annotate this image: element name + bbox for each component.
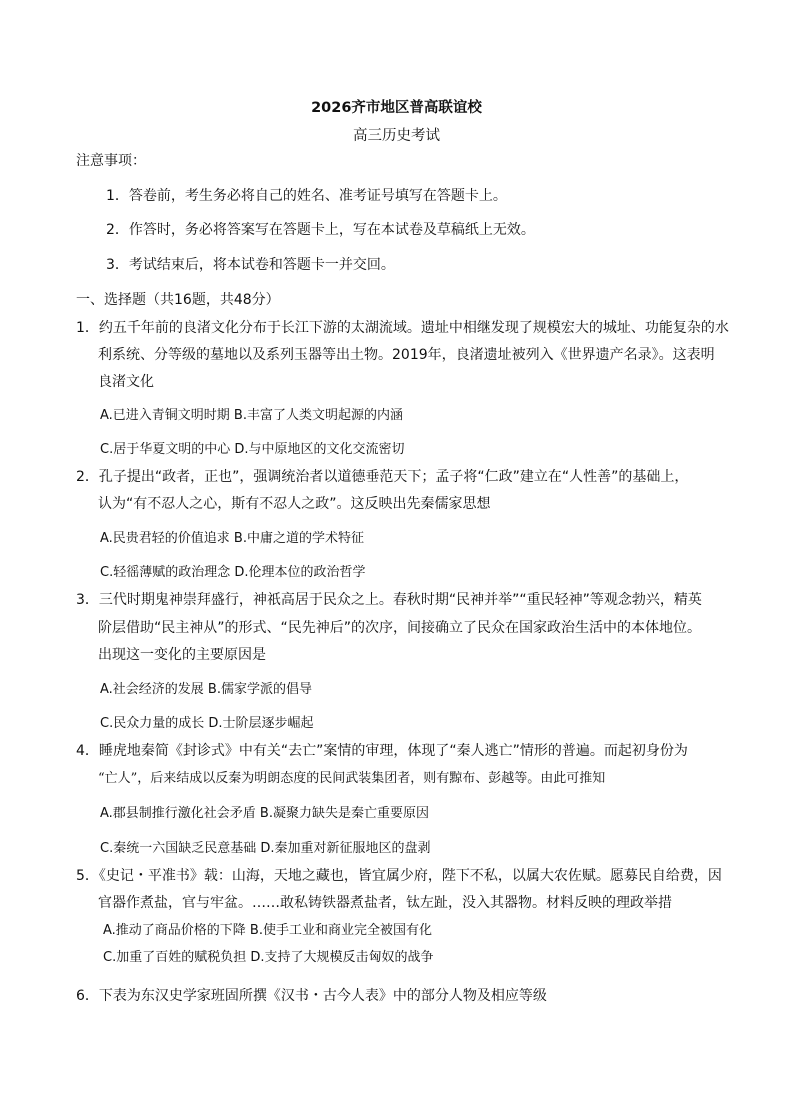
exam-title: 2026齐市地区普高联谊校 bbox=[311, 100, 482, 116]
question-4-options: A.郡县制推行激化社会矛盾 B.凝聚力缺失是秦亡重要原因 bbox=[100, 806, 429, 821]
question-4-line: 4．睡虎地秦简《封诊式》中有关“去亡”案情的审理，体现了“秦人逃亡”情形的普遍。而起初身份为 bbox=[76, 743, 688, 759]
question-6-line: 6．下表为东汉史学家班固所撰《汉书・古今人表》中的部分人物及相应等级 bbox=[76, 988, 547, 1004]
question-3-line: 出现这一变化的主要原因是 bbox=[98, 647, 266, 663]
question-1-options: C.居于华夏文明的中心 D.与中原地区的文化交流密切 bbox=[100, 442, 405, 457]
question-3-line: 3．三代时期鬼神崇拜盛行，神祇高居于民众之上。春秋时期“民神并举”“重民轻神”等观念勃兴，精英 bbox=[76, 592, 702, 608]
question-5-options: A.推动了商品价格的下降 B.使手工业和商业完全被国有化 bbox=[103, 923, 432, 938]
question-1-line: 1．约五千年前的良渚文化分布于长江下游的太湖流域。遗址中相继发现了规模宏大的城址、功能复杂的水 bbox=[76, 320, 729, 336]
notice-item: 2．作答时，务必将答案写在答题卡上，写在本试卷及草稿纸上无效。 bbox=[106, 222, 535, 238]
question-2-options: A.民贵君轻的价值追求 B.中庸之道的学术特征 bbox=[100, 531, 364, 546]
question-5-line: 5．《史记・平准书》载：山海，天地之藏也，皆宜属少府，陛下不私，以属大农佐赋。愿募民自给费，因 bbox=[76, 868, 722, 884]
question-3-line: 阶层借助“民主神从”的形式、“民先神后”的次序，间接确立了民众在国家政治生活中的本体地位。 bbox=[98, 620, 702, 636]
notice-item: 3．考试结束后，将本试卷和答题卡一并交回。 bbox=[106, 257, 395, 273]
notice-heading: 注意事项： bbox=[76, 153, 146, 169]
question-1-line: 良渚文化 bbox=[98, 374, 154, 390]
exam-subtitle: 高三历史考试 bbox=[353, 128, 440, 144]
question-4-options: C.秦统一六国缺乏民意基础 D.秦加重对新征服地区的盘剥 bbox=[100, 841, 431, 856]
question-3-options: C.民众力量的成长 D.士阶层逐步崛起 bbox=[100, 716, 314, 731]
question-5-line: 官器作煮盐，官与牢盆。……敢私铸铁器煮盐者，钛左趾，没入其器物。材料反映的理政举措 bbox=[98, 895, 672, 911]
question-3-options: A.社会经济的发展 B.儒家学派的倡导 bbox=[100, 682, 312, 697]
question-2-options: C.轻徭薄赋的政治理念 D.伦理本位的政治哲学 bbox=[100, 565, 366, 580]
question-4-line: “亡人”，后来结成以反秦为明朗态度的民间武装集团者，则有黥布、彭越等。由此可推知 bbox=[98, 771, 606, 786]
question-2-line: 2．孔子提出“政者，正也”，强调统治者以道德垂范天下；孟子将“仁政”建立在“人性善”的基础上， bbox=[76, 469, 689, 485]
question-2-line: 认为“有不忍人之心，斯有不忍人之政”。这反映出先秦儒家思想 bbox=[98, 496, 491, 512]
notice-item: 1．答卷前，考生务必将自己的姓名、准考证号填写在答题卡上。 bbox=[106, 188, 507, 204]
question-1-options: A.已进入青铜文明时期 B.丰富了人类文明起源的内涵 bbox=[100, 408, 403, 423]
question-1-line: 利系统、分等级的墓地以及系列玉器等出土物。2019年，良渚遗址被列入《世界遗产名录》。这表明 bbox=[98, 347, 715, 363]
section-heading: 一、选择题（共16题，共48分） bbox=[76, 292, 280, 308]
question-5-options: C.加重了百姓的赋税负担 D.支持了大规模反击匈奴的战争 bbox=[103, 950, 434, 965]
